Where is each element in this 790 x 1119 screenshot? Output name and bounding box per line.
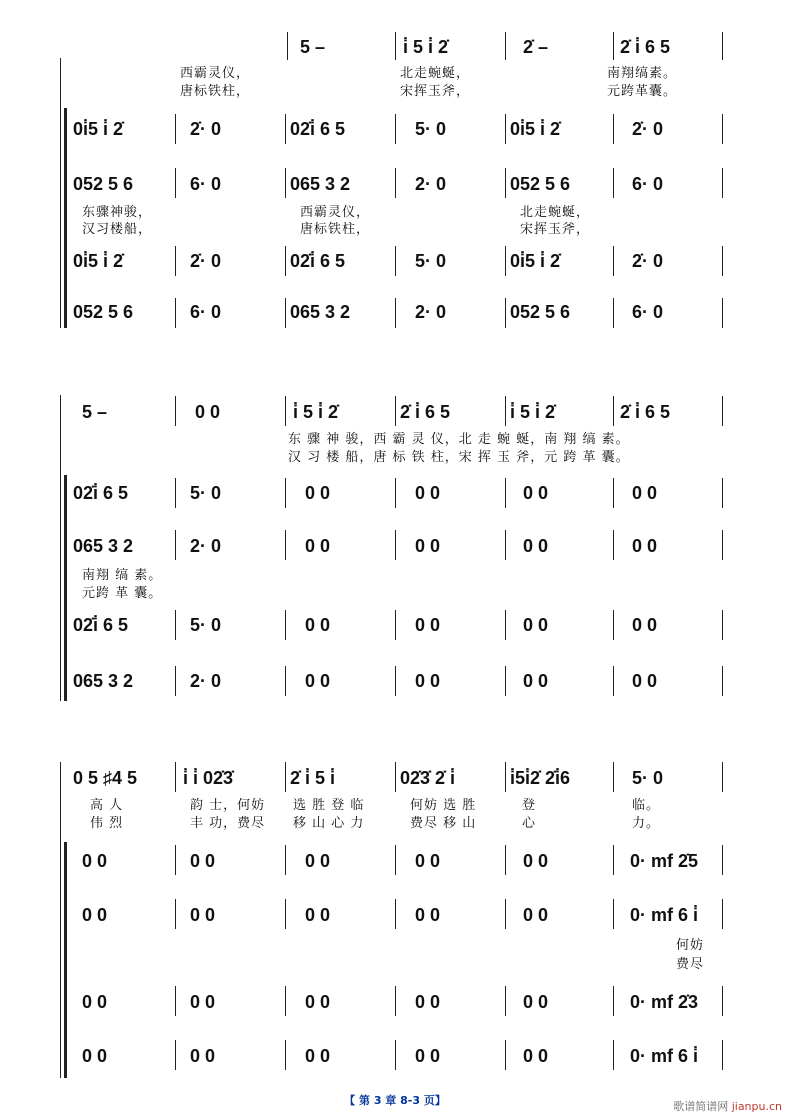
lyric: 元跨 革 囊。	[82, 586, 163, 601]
barline	[722, 298, 723, 328]
notes-measure: 0 0	[632, 483, 658, 503]
notes-measure: 6· 0	[190, 302, 222, 322]
notes-measure: 0 0	[195, 402, 221, 422]
barline	[285, 610, 286, 640]
notes-measure: i̇ 5 i̇ 2̇	[403, 37, 449, 57]
notes-measure: 0· mf 6 i̇	[630, 1046, 699, 1066]
notes-measure: 02̇i̇ 6 5	[290, 119, 346, 139]
lyric: 费尽	[676, 957, 705, 972]
barline	[175, 845, 176, 875]
barline	[722, 899, 723, 929]
notes-measure: 0· mf 2̇3	[630, 992, 699, 1012]
notes-measure: i̇ 5 i̇ 2̇	[293, 402, 339, 422]
barline	[395, 845, 396, 875]
barline	[175, 396, 176, 426]
notes-measure: 0 0	[82, 905, 108, 925]
notes-measure: 0i̇5 i̇ 2̇	[510, 119, 561, 139]
notes-measure: 0 0	[415, 851, 441, 871]
system-2-left-bar	[60, 395, 61, 701]
barline	[613, 1040, 614, 1070]
barline	[505, 845, 506, 875]
lyric: 高 人	[90, 798, 124, 813]
notes-measure: 5· 0	[415, 251, 447, 271]
lyric: 北走蜿蜒，	[400, 66, 471, 81]
lyric: 汉习楼船，	[82, 222, 153, 237]
notes-measure: 6· 0	[190, 174, 222, 194]
notes-measure: 6· 0	[632, 174, 664, 194]
system-2-bracket	[64, 475, 67, 701]
notes-measure: 0 0	[82, 992, 108, 1012]
barline	[505, 114, 506, 144]
barline	[613, 762, 614, 792]
notes-measure: i̇5i̇2̇ 2̇i̇6	[510, 768, 571, 788]
barline	[395, 32, 396, 60]
watermark-text: 歌谱简谱网	[673, 1100, 729, 1113]
notes-measure: 065 3 2	[73, 671, 134, 691]
barline	[505, 298, 506, 328]
notes-measure: 02̇i̇ 6 5	[290, 251, 346, 271]
barline	[395, 114, 396, 144]
notes-measure: 0 0	[305, 851, 331, 871]
notes-measure: i̇ i̇ 02̇3̇	[183, 768, 234, 788]
barline	[722, 845, 723, 875]
barline	[285, 1040, 286, 1070]
lyric: 临。	[632, 798, 661, 813]
barline	[395, 396, 396, 426]
notes-measure: 0 0	[632, 536, 658, 556]
barline	[722, 32, 723, 60]
lyric: 何妨 选 胜	[410, 798, 477, 813]
notes-measure: 2̇ i̇ 6 5	[620, 37, 671, 57]
notes-measure: 2̇· 0	[190, 251, 222, 271]
barline	[613, 114, 614, 144]
notes-measure: 052 5 6	[510, 174, 571, 194]
barline	[395, 1040, 396, 1070]
barline	[613, 168, 614, 198]
barline	[613, 986, 614, 1016]
barline	[175, 666, 176, 696]
barline	[722, 610, 723, 640]
notes-measure: 0 0	[190, 851, 216, 871]
notes-measure: 0 0	[415, 992, 441, 1012]
barline	[395, 246, 396, 276]
lyric: 费尽 移 山	[410, 816, 477, 831]
lyric: 元跨革囊。	[607, 84, 678, 99]
barline	[505, 986, 506, 1016]
system-3-bracket	[64, 842, 67, 1078]
notes-measure: 5· 0	[632, 768, 664, 788]
lyric: 登	[522, 798, 537, 813]
notes-measure: 0 0	[305, 483, 331, 503]
notes-measure: 0 0	[190, 992, 216, 1012]
barline	[505, 530, 506, 560]
notes-measure: 02̇3̇ 2̇ i̇	[400, 768, 456, 788]
notes-measure: 5· 0	[190, 483, 222, 503]
notes-measure: 0 0	[305, 992, 331, 1012]
notes-measure: 0 0	[523, 615, 549, 635]
barline	[175, 762, 176, 792]
barline	[505, 666, 506, 696]
barline	[613, 666, 614, 696]
notes-measure: 2· 0	[190, 536, 222, 556]
notes-measure: 2̇ i̇ 6 5	[620, 402, 671, 422]
barline	[175, 168, 176, 198]
notes-measure: 052 5 6	[510, 302, 571, 322]
barline	[175, 1040, 176, 1070]
lyric: 南翔缟素。	[607, 66, 678, 81]
barline	[285, 666, 286, 696]
notes-measure: 0 0	[523, 851, 549, 871]
lyric: 南翔 缟 素。	[82, 568, 163, 583]
barline	[505, 246, 506, 276]
barline	[505, 610, 506, 640]
barline	[613, 899, 614, 929]
notes-measure: 0 0	[415, 483, 441, 503]
barline	[285, 396, 286, 426]
notes-measure: 0 0	[305, 905, 331, 925]
page-footer	[0, 1092, 790, 1108]
notes-measure: 2̇ –	[523, 37, 549, 57]
barline	[285, 114, 286, 144]
barline	[613, 298, 614, 328]
notes-measure: 0i̇5 i̇ 2̇	[510, 251, 561, 271]
barline	[285, 478, 286, 508]
lyric: 选 胜 登 临	[293, 798, 365, 813]
notes-measure: 065 3 2	[290, 174, 351, 194]
barline	[613, 610, 614, 640]
barline	[287, 32, 288, 60]
barline	[285, 899, 286, 929]
barline	[613, 530, 614, 560]
lyric: 唐标铁柱，	[300, 222, 371, 237]
barline	[613, 396, 614, 426]
notes-measure: 052 5 6	[73, 174, 134, 194]
notes-measure: i̇ 5 i̇ 2̇	[510, 402, 556, 422]
notes-measure: 0 0	[523, 671, 549, 691]
barline	[505, 32, 506, 60]
barline	[722, 246, 723, 276]
barline	[505, 1040, 506, 1070]
lyric: 移 山 心 力	[293, 816, 365, 831]
barline	[505, 762, 506, 792]
system-1-left-bar	[60, 58, 61, 328]
lyric: 北走蜿蜒，	[520, 205, 591, 220]
notes-measure: 0 0	[190, 905, 216, 925]
lyric: 心	[522, 816, 537, 831]
barline	[613, 32, 614, 60]
notes-measure: 0 0	[523, 905, 549, 925]
notes-measure: 2̇· 0	[190, 119, 222, 139]
barline	[175, 246, 176, 276]
barline	[505, 478, 506, 508]
barline	[175, 298, 176, 328]
notes-measure: 0 0	[82, 851, 108, 871]
notes-measure: 0 0	[415, 671, 441, 691]
notes-measure: 0 0	[632, 671, 658, 691]
barline	[613, 845, 614, 875]
barline	[395, 530, 396, 560]
barline	[722, 114, 723, 144]
barline	[175, 899, 176, 929]
barline	[722, 762, 723, 792]
barline	[505, 899, 506, 929]
barline	[395, 899, 396, 929]
barline	[285, 298, 286, 328]
lyric: 力。	[632, 816, 661, 831]
barline	[722, 396, 723, 426]
notes-measure: 0 0	[415, 905, 441, 925]
notes-measure: 0 0	[305, 1046, 331, 1066]
notes-measure: 0 0	[523, 536, 549, 556]
barline	[505, 168, 506, 198]
page-number: 【 第 3 章 8-3 页】	[344, 1094, 446, 1107]
notes-measure: 02̇i̇ 6 5	[73, 483, 129, 503]
lyric: 丰 功，费尽	[190, 816, 266, 831]
notes-measure: 02̇i̇ 6 5	[73, 615, 129, 635]
lyric: 伟 烈	[90, 816, 124, 831]
barline	[722, 1040, 723, 1070]
notes-measure: 0 0	[190, 1046, 216, 1066]
barline	[285, 762, 286, 792]
barline	[175, 530, 176, 560]
system-1-bracket	[64, 108, 67, 328]
lyric: 宋挥玉斧，	[400, 84, 471, 99]
barline	[395, 666, 396, 696]
notes-measure: 0 0	[523, 992, 549, 1012]
lyric: 汉 习 楼 船，唐 标 铁 柱，宋 挥 玉 斧，元 跨 革 囊。	[288, 450, 630, 465]
notes-measure: 065 3 2	[73, 536, 134, 556]
lyric: 何妨	[676, 938, 705, 953]
notes-measure: 5 –	[82, 402, 108, 422]
notes-measure: 0 0	[415, 1046, 441, 1066]
barline	[395, 168, 396, 198]
lyric: 唐标铁柱，	[180, 84, 251, 99]
lyric: 韵 士，何妨	[190, 798, 266, 813]
notes-measure: 2̇ i̇ 6 5	[400, 402, 451, 422]
barline	[613, 478, 614, 508]
notes-measure: 0 0	[632, 615, 658, 635]
barline	[285, 986, 286, 1016]
lyric: 东 骤 神 骏，西 霸 灵 仪，北 走 蜿 蜒，南 翔 缟 素。	[288, 432, 630, 447]
notes-measure: 2· 0	[190, 671, 222, 691]
barline	[722, 478, 723, 508]
barline	[175, 986, 176, 1016]
notes-measure: 052 5 6	[73, 302, 134, 322]
notes-measure: 0 0	[305, 536, 331, 556]
notes-measure: 0i̇5 i̇ 2̇	[73, 119, 124, 139]
barline	[395, 298, 396, 328]
notes-measure: 0 0	[82, 1046, 108, 1066]
barline	[722, 666, 723, 696]
notes-measure: 2· 0	[415, 174, 447, 194]
lyric: 宋挥玉斧，	[520, 222, 591, 237]
notes-measure: 0 5 ♯4 5	[73, 768, 138, 788]
watermark-url: jianpu.cn	[731, 1100, 782, 1113]
barline	[722, 986, 723, 1016]
barline	[285, 246, 286, 276]
notes-measure: 0 0	[523, 483, 549, 503]
barline	[285, 168, 286, 198]
notes-measure: 2· 0	[415, 302, 447, 322]
notes-measure: 5· 0	[415, 119, 447, 139]
notes-measure: 2̇· 0	[632, 119, 664, 139]
notes-measure: 5· 0	[190, 615, 222, 635]
lyric: 西霸灵仪，	[300, 205, 371, 220]
notes-measure: 065 3 2	[290, 302, 351, 322]
notes-measure: 0· mf 6 i̇	[630, 905, 699, 925]
lyric: 西霸灵仪，	[180, 66, 251, 81]
barline	[395, 762, 396, 792]
barline	[505, 396, 506, 426]
barline	[175, 114, 176, 144]
notes-measure: 0 0	[415, 536, 441, 556]
lyric: 东骤神骏，	[82, 205, 153, 220]
notes-measure: 0 0	[305, 615, 331, 635]
barline	[285, 845, 286, 875]
barline	[722, 530, 723, 560]
barline	[175, 610, 176, 640]
barline	[395, 610, 396, 640]
barline	[613, 246, 614, 276]
barline	[285, 530, 286, 560]
notes-measure: 0 0	[305, 671, 331, 691]
barline	[395, 986, 396, 1016]
notes-measure: 0 0	[415, 615, 441, 635]
barline	[722, 168, 723, 198]
notes-measure: 0i̇5 i̇ 2̇	[73, 251, 124, 271]
notes-measure: 2̇ i̇ 5 i̇	[290, 768, 336, 788]
notes-measure: 6· 0	[632, 302, 664, 322]
barline	[175, 478, 176, 508]
notes-measure: 0 0	[523, 1046, 549, 1066]
notes-measure: 2̇· 0	[632, 251, 664, 271]
notes-measure: 0· mf 2̇5	[630, 851, 699, 871]
watermark	[673, 1098, 782, 1114]
system-3-left-bar	[60, 762, 61, 1078]
notes-measure: 5 –	[300, 37, 326, 57]
barline	[395, 478, 396, 508]
